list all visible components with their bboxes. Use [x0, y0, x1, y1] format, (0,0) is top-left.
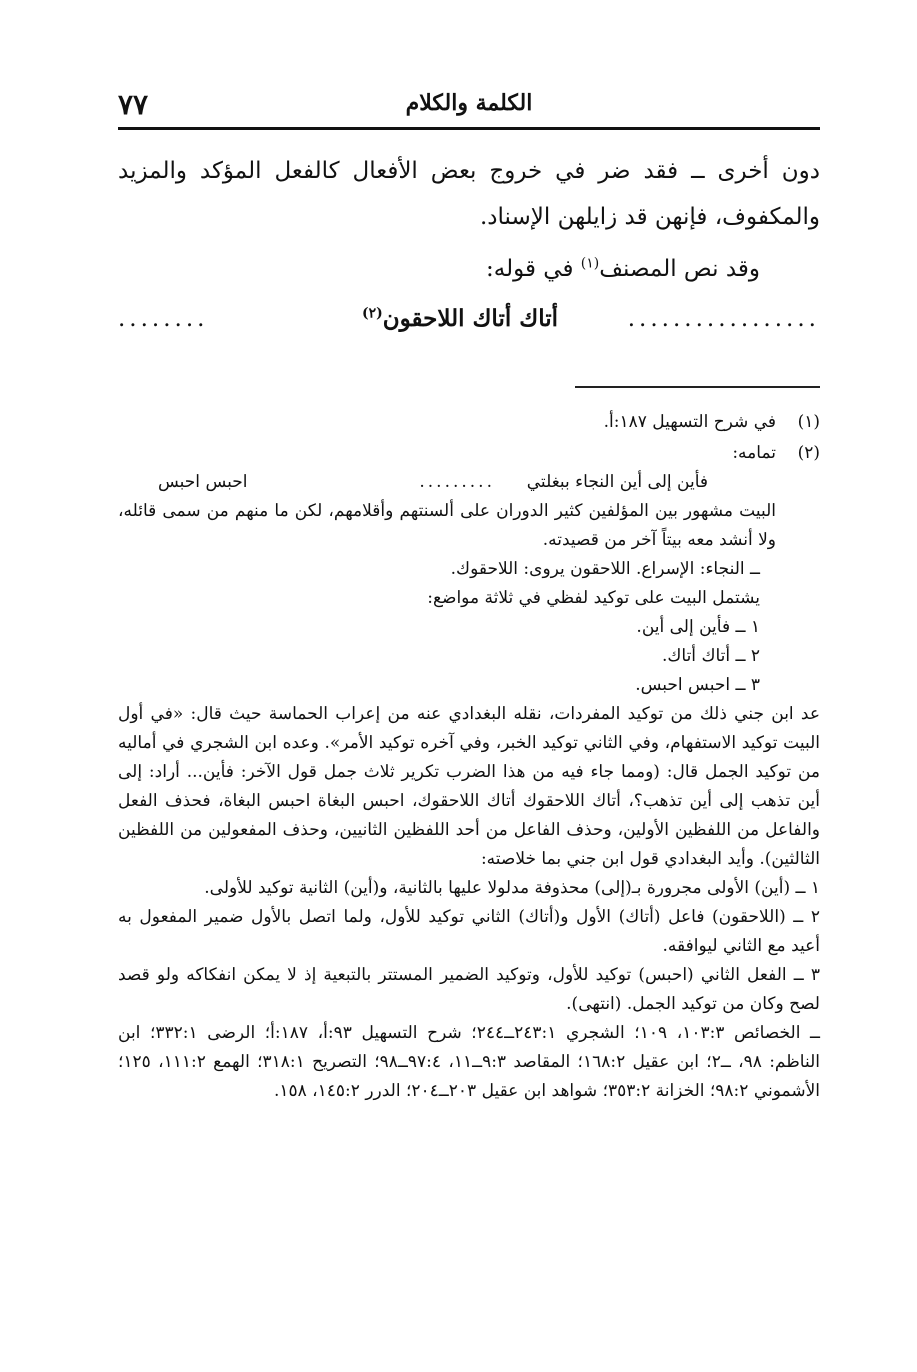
footnote-point-2: ٢ ــ (اللاحقون) فاعل (أتاك) الأول و(أتاك) الثاني توكيد للأول، ولما اتصل بالأول ضمير المفعول به أعيد مع الثاني ليوافقه.	[118, 907, 820, 956]
verse-hemistich-text: أتاك أتاك اللاحقون	[382, 305, 558, 332]
footnote-point-1: ١ ــ (أين) الأولى مجرورة بـ(إلى) محذوفة مدلولا عليها بالثانية، و(أين) الثانية توكيد للأولى.	[204, 878, 820, 898]
footnote-paragraph-famous: البيت مشهور بين المؤلفين كثير الدوران على ألسنتهم وأقلامهم، لكن ما منهم من سمى قائله، ولا أنشد معه بيتاً آخر من قصيدته.	[118, 501, 776, 550]
footnote-1-number: (١)	[797, 412, 820, 432]
main-paragraph-2-tail: في قوله:	[486, 256, 581, 282]
footnotes	[118, 408, 820, 1106]
footnote-verse-second-hemistich: احبس احبس	[158, 472, 248, 492]
verse-dots-left: ........	[118, 306, 209, 332]
footnote-paragraph-ibn-jinni: عد ابن جني ذلك من توكيد المفردات، نقله البغدادي عنه من إعراب الحماسة حيث قال: «في أول البيت توكيد الاستفهام، وفي الثاني توكيد الخبر، وفي آخره توكيد الأمر». وعده ابن الشجري في أماليه من توكيد الجمل قال: (ومما جاء فيه من هذا الضرب تكرير ثلاث جمل قول الآخر: فأين... أراد: إلى أين تذهب إلى أين تذهب؟، أتاك اللاحقوك أتاك اللاحقوك، احبس البغاة احبس البغاة، فحذف الفعل والفاعل من اللفظين الأولين، وحذف الفاعل من أحد اللفظين الثانيين، وحذف المفعولين من اللفظين الثالثين). وأيد البغدادي قول ابن جني بما خلاصته:	[118, 704, 820, 869]
page-number: ٧٧	[118, 88, 149, 121]
footnote-verse-dots: .........	[419, 472, 495, 492]
footnote-ref-2: (٢)	[361, 305, 383, 322]
running-title: الكلمة والكلام	[405, 90, 533, 116]
footnote-separator	[575, 386, 820, 388]
page-header	[118, 88, 820, 128]
main-paragraph-2-text: وقد نص المصنف	[599, 256, 760, 282]
verse-hemistich	[362, 296, 558, 342]
footnote-item-1: ١ ــ فأين إلى أين.	[636, 617, 760, 637]
footnote-item-2: ٢ ــ أتاك أتاك.	[661, 646, 760, 666]
footnote-sources: ــ الخصائص ١٠٣:٣، ١٠٩؛ الشجري ٢٤٣:١ــ٢٤٤؛ شرح التسهيل ٩٣:أ، ١٨٧:أ؛ الرضى ٣٣٢:١؛ ابن الناظم: ٩٨، ــ٢؛ ابن عقيل ١٦٨:٢؛ المقاصد ٩:٣ــ١١، ٩٧:٤ــ٩٨؛ التصريح ٣١٨:١؛ الهمع ١١١:٢، ١٢٥؛ الأشموني ٩٨:٢؛ الخزانة ٣٥٣:٢؛ شواهد ابن عقيل ٢٠٣ــ٢٠٤؛ الدرر ١٤٥:٢، ١٥٨.	[118, 1023, 820, 1101]
footnote-verse	[118, 468, 820, 497]
main-paragraph-1: دون أخرى ــ فقد ضر في خروج بعض الأفعال كالفعل المؤكد والمزيد والمكفوف، فإنهن قد زايلهن الإسناد.	[118, 158, 820, 230]
verse-dots-right: .................	[627, 306, 820, 332]
footnote-verse-first-hemistich: فأين إلى أين النجاء ببغلتي	[526, 472, 708, 492]
footnote-contains: يشتمل البيت على توكيد لفظي في ثلاثة مواضع:	[427, 588, 760, 608]
footnote-ref-1: (١)	[580, 255, 600, 272]
footnote-2-intro: تمامه:	[732, 443, 776, 463]
footnote-1	[118, 408, 820, 437]
header-rule	[118, 127, 820, 130]
footnote-2	[118, 439, 820, 468]
main-text	[118, 148, 820, 342]
footnote-item-3: ٣ ــ احبس احبس.	[635, 675, 760, 695]
footnote-gloss: ــ النجاء: الإسراع. اللاحقون يروى: اللاحقوك.	[450, 559, 760, 579]
footnote-point-3: ٣ ــ الفعل الثاني (احبس) توكيد للأول، وتوكيد الضمير المستتر بالتبعية إذ لا يمكن انفكاكه ولو قصد لصح وكان من توكيد الجمل. (انتهى).	[118, 965, 820, 1014]
footnote-1-text: في شرح التسهيل ١٨٧:أ.	[603, 412, 776, 432]
footnote-2-number: (٢)	[797, 443, 820, 463]
verse-line	[118, 296, 820, 342]
main-paragraph-2	[118, 246, 820, 292]
